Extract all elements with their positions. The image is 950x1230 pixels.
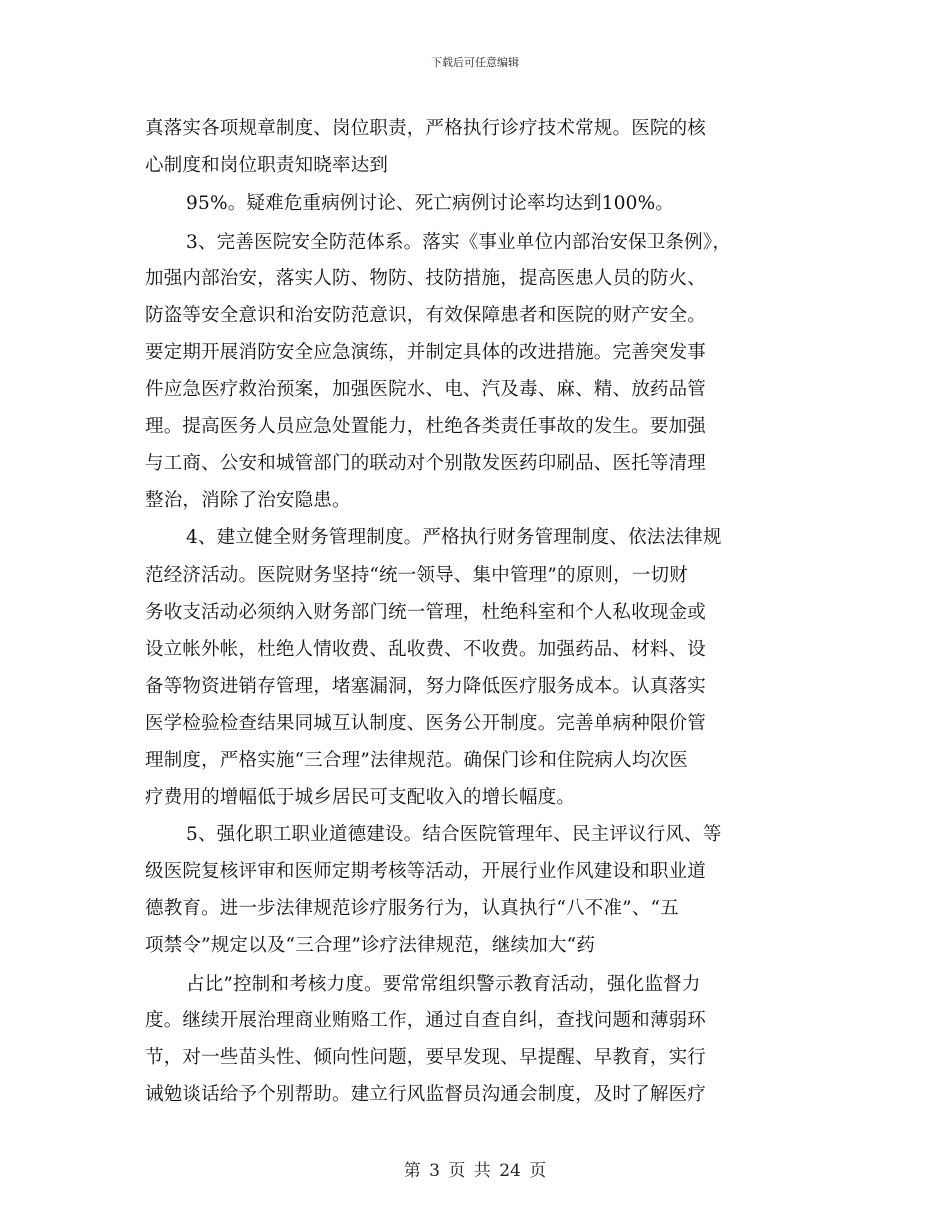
text-line: 医学检验检查结果同城互认制度、医务公开制度。完善单病种限价管 bbox=[145, 713, 707, 734]
text-line: 理。提高医务人员应急处置能力，杜绝各类责任事故的发生。要加强 bbox=[145, 416, 707, 437]
text-line: 加强内部治安，落实人防、物防、技防措施，提高医患人员的防火、 bbox=[145, 268, 707, 289]
text-line: 节，对一些苗头性、倾向性问题，要早发现、早提醒、早教育，实行 bbox=[145, 1047, 707, 1068]
text-line: 真落实各项规章制度、岗位职责，严格执行诊疗技术常规。医院的核 bbox=[145, 118, 707, 139]
text-line: 件应急医疗救治预案，加强医院水、电、汽及毒、麻、精、放药品管 bbox=[145, 379, 707, 400]
text-line: 项禁令”规定以及“三合理”诊疗法律规范，继续加大“药 bbox=[145, 935, 596, 956]
text-line: 度。继续开展治理商业贿赂工作，通过自查自纠，查找问题和薄弱环 bbox=[145, 1010, 707, 1031]
text-line: 占比”控制和考核力度。要常常组织警示教育活动，强化监督力 bbox=[186, 974, 701, 995]
text-line: 与工商、公安和城管部门的联动对个别散发医药印刷品、医托等清理 bbox=[145, 453, 707, 474]
text-line: 设立帐外帐，杜绝人情收费、乱收费、不收费。加强药品、材料、设 bbox=[145, 639, 707, 660]
text-line: 范经济活动。医院财务坚持“统一领导、集中管理”的原则，一切财 bbox=[145, 565, 688, 586]
text-line: 理制度，严格实施“三合理”法律规范。确保门诊和住院病人均次医 bbox=[145, 750, 688, 771]
text-line: 备等物资进销存管理，堵塞漏洞，努力降低医疗服务成本。认真落实 bbox=[145, 676, 707, 697]
page-header: 下载后可任意编辑 bbox=[431, 56, 519, 69]
text-line: 5、强化职工职业道德建设。结合医院管理年、民主评议行风、等 bbox=[186, 824, 722, 845]
text-line: 级医院复核评审和医师定期考核等活动，开展行业作风建设和职业道 bbox=[145, 861, 707, 882]
text-line: 防盗等安全意识和治安防范意识，有效保障患者和医院的财产安全。 bbox=[145, 305, 707, 326]
text-line: 4、建立健全财务管理制度。严格执行财务管理制度、依法法律规 bbox=[186, 527, 722, 548]
text-line: 要定期开展消防安全应急演练，并制定具体的改进措施。完善突发事 bbox=[145, 342, 707, 363]
page-footer: 第 3 页 共 24 页 bbox=[403, 1161, 547, 1181]
text-line: 整治，消除了治安隐患。 bbox=[145, 490, 351, 511]
text-line: 疗费用的增幅低于城乡居民可支配收入的增长幅度。 bbox=[145, 787, 576, 808]
text-line: 3、完善医院安全防范体系。落实《事业单位内部治安保卫条例》， bbox=[186, 232, 732, 253]
text-line: 德教育。进一步法律规范诊疗服务行为，认真执行“八不准”、“五 bbox=[145, 898, 679, 919]
text-line: 95%。疑难危重病例讨论、死亡病例讨论率均达到100%。 bbox=[186, 193, 675, 214]
text-line: 诫勉谈话给予个别帮助。建立行风监督员沟通会制度，及时了解医疗 bbox=[145, 1084, 707, 1105]
text-line: 心制度和岗位职责知晓率达到 bbox=[145, 155, 389, 176]
text-line: 务收支活动必须纳入财务部门统一管理，杜绝科室和个人私收现金或 bbox=[145, 602, 707, 623]
